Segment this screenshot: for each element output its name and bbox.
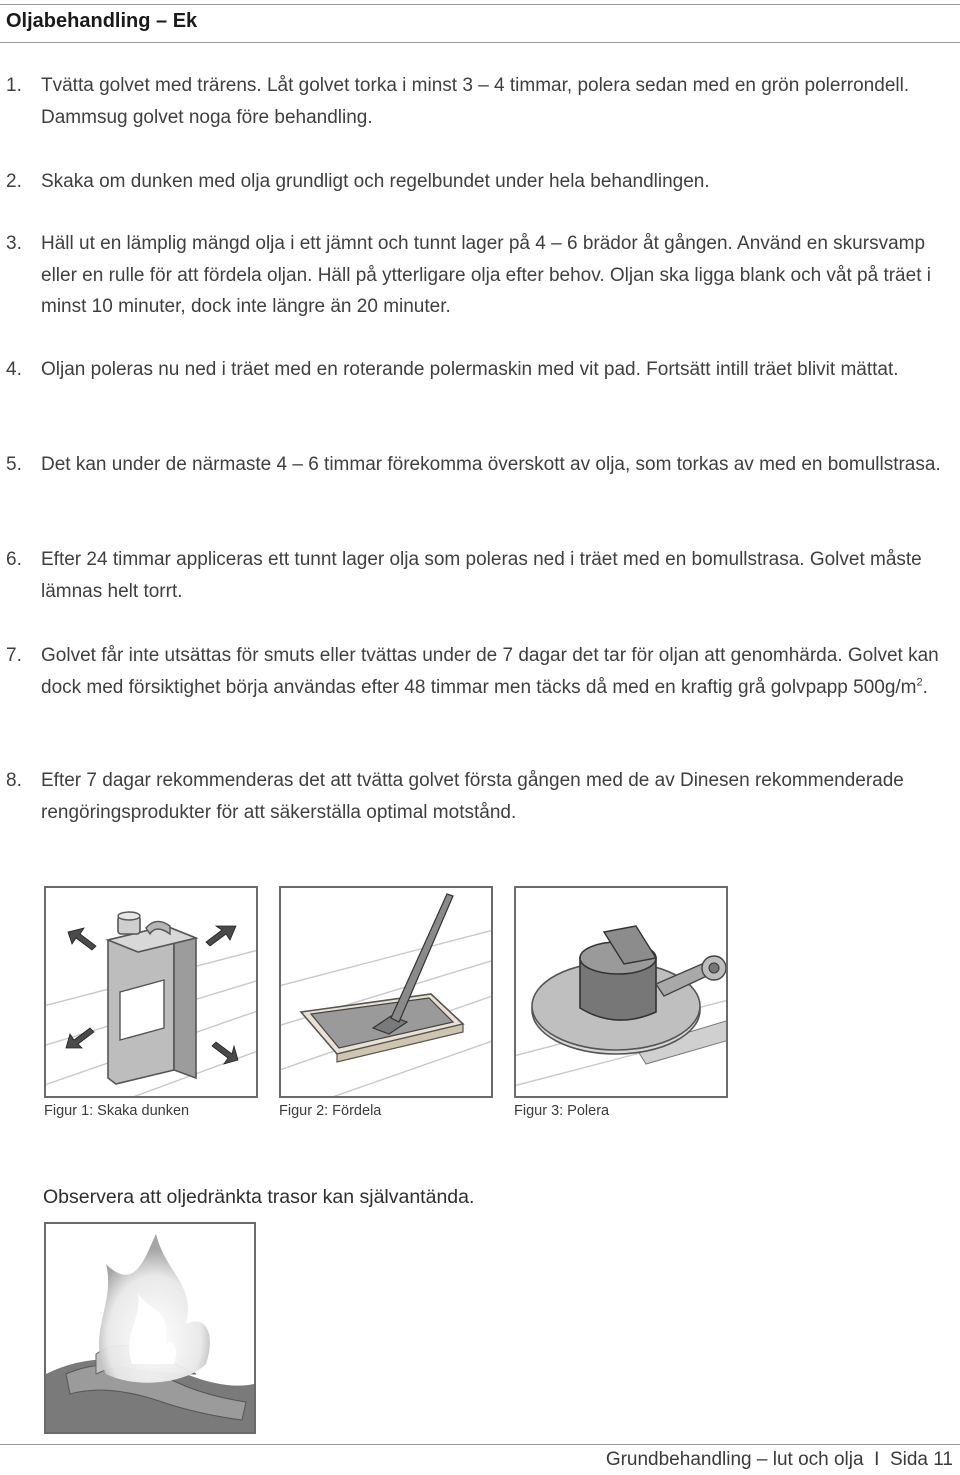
step-text: Oljan poleras nu ned i träet med en roterande polermaskin med vit pad. Fortsätt intill träet blivit mättat. xyxy=(41,359,899,380)
page-footer xyxy=(606,1449,953,1471)
footer-rule xyxy=(0,1444,960,1445)
figure-1-caption: Figur 1: Skaka dunken xyxy=(44,1103,190,1119)
polishing-machine-icon xyxy=(516,888,726,1096)
step-7 xyxy=(0,640,945,736)
step-number: 8. xyxy=(6,770,22,791)
step-6 xyxy=(0,544,945,608)
step-text: Efter 24 timmar appliceras ett tunnt lager olja som poleras ned i träet med en bomullstrasa. Golvet måste lämnas helt torrt. xyxy=(41,549,922,602)
step-text: Efter 7 dagar rekommenderas det att tvätta golvet första gången med de av Dinesen rekommenderade rengöringsprodukter för att säkerställa optimal motstånd. xyxy=(41,770,904,823)
burning-rags-icon xyxy=(46,1224,254,1432)
step-4 xyxy=(0,354,945,418)
figure-3-caption: Figur 3: Polera xyxy=(514,1103,610,1119)
step-text: Golvet får inte utsättas för smuts eller tvättas under de 7 dagar det tar för oljan att genomhärda. Golvet kan dock med försiktighet börja användas efter 48 timmar men täcks då med en kraftig grå golvpapp $500g/m^2$. xyxy=(41,645,939,698)
figure-3 xyxy=(514,886,728,1098)
step-2 xyxy=(0,166,945,198)
title-rule xyxy=(0,42,960,43)
figure-2 xyxy=(279,886,493,1098)
warning-figure xyxy=(44,1222,256,1434)
top-rule xyxy=(0,4,960,5)
step-number: 2. xyxy=(6,171,22,192)
mop-icon xyxy=(281,888,491,1096)
oil-can-icon xyxy=(46,888,256,1096)
figure-2-caption: Figur 2: Fördela xyxy=(279,1103,382,1119)
step-text: Det kan under de närmaste 4 – 6 timmar förekomma överskott av olja, som torkas av med en bomullstrasa. xyxy=(41,454,941,475)
step-text: Skaka om dunken med olja grundligt och regelbundet under hela behandlingen. xyxy=(41,171,710,192)
page-number: Sida 11 xyxy=(889,1449,953,1470)
step-number: 4. xyxy=(6,359,22,380)
page-title: Oljabehandling – Ek xyxy=(6,10,198,32)
step-number: 3. xyxy=(6,233,22,254)
step-1 xyxy=(0,70,945,134)
step-text: Tvätta golvet med trärens. Låt golvet torka i minst 3 – 4 timmar, polera sedan med en grön polerrondell. Dammsug golvet noga före behandling. xyxy=(41,75,910,128)
step-text: Häll ut en lämplig mängd olja i ett jämnt och tunnt lager på 4 – 6 brädor åt gången. Använd en skursvamp eller en rulle för att fördela oljan. Häll på ytterligare olja efter behov. Oljan ska ligga blank och våt på träet i minst 10 minuter, dock inte längre än 20 minuter. xyxy=(41,233,931,317)
footer-separator: I xyxy=(874,1449,880,1470)
figure-1 xyxy=(44,886,258,1098)
step-number: 6. xyxy=(6,549,22,570)
step-number: 7. xyxy=(6,645,22,666)
warning-text: Observera att oljedränkta trasor kan självantända. xyxy=(43,1186,475,1208)
step-5 xyxy=(0,449,945,513)
step-number: 1. xyxy=(6,75,22,96)
step-number: 5. xyxy=(6,454,22,475)
superscript: 2 xyxy=(916,676,923,689)
step-8 xyxy=(0,765,945,829)
step-3 xyxy=(0,228,945,356)
footer-title: Grundbehandling – lut och olja xyxy=(605,1449,864,1470)
